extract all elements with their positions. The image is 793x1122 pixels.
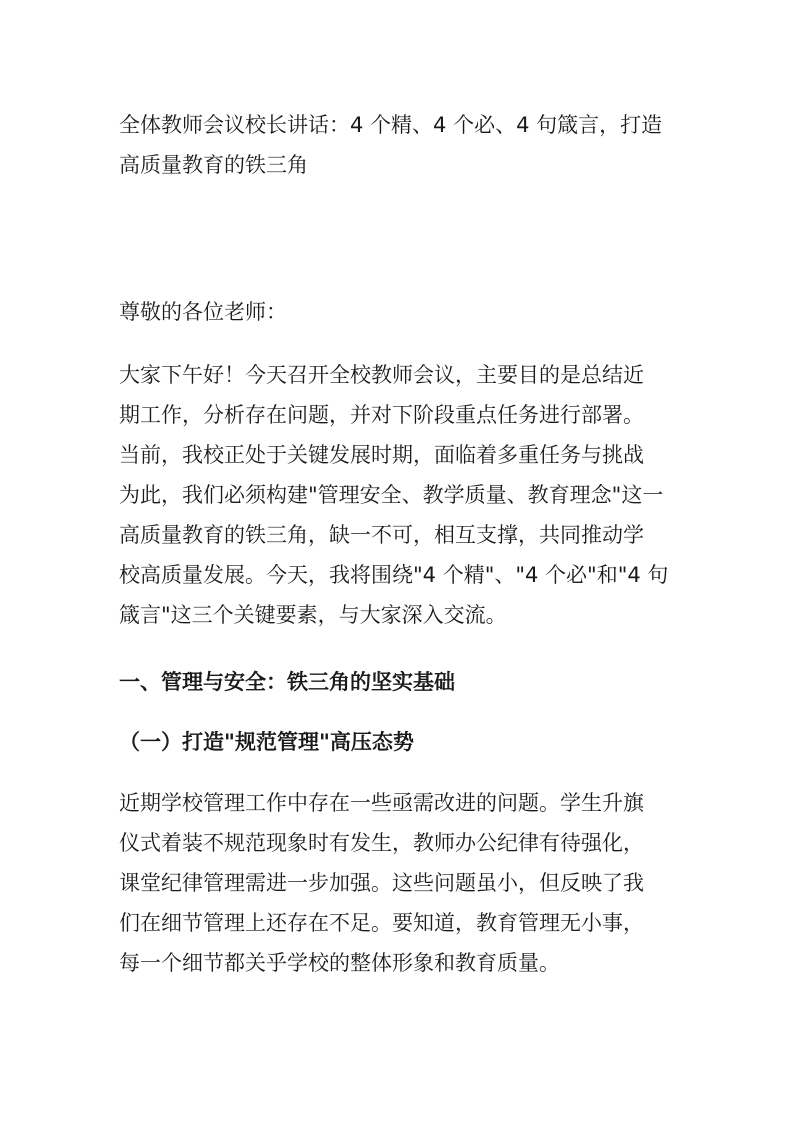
- subsection-heading-text: （一）打造"规范管理"高压态势: [119, 730, 414, 754]
- paragraph-line: 为此，我们必须构建"管理安全、教学质量、教育理念"这一: [119, 483, 664, 507]
- paragraph-line: 当前，我校正处于关键发展时期，面临着多重任务与挑战: [119, 443, 644, 467]
- section-heading-text: 一、管理与安全：铁三角的坚实基础: [119, 670, 455, 694]
- paragraph-line: 们在细节管理上还存在不足。要知道，教育管理无小事，: [119, 911, 644, 935]
- subsection-heading: [119, 722, 679, 762]
- intro-paragraph: [119, 355, 679, 635]
- section-heading: [119, 662, 679, 702]
- greeting-text: 尊敬的各位老师：: [119, 300, 287, 324]
- paragraph-line: 箴言"这三个关键要素，与大家深入交流。: [119, 603, 507, 627]
- paragraph-line: 每一个细节都关乎学校的整体形象和教育质量。: [119, 951, 560, 975]
- paragraph-line: 课堂纪律管理需进一步加强。这些问题虽小，但反映了我: [119, 871, 644, 895]
- greeting: [119, 292, 679, 332]
- body-paragraph: [119, 783, 679, 983]
- paragraph-line: 期工作，分析存在问题，并对下阶段重点任务进行部署。: [119, 403, 644, 427]
- paragraph-line: 高质量教育的铁三角，缺一不可，相互支撑，共同推动学: [119, 523, 644, 547]
- paragraph-line: 校高质量发展。今天，我将围绕"4 个精"、"4 个必"和"4 句: [119, 563, 669, 587]
- title-line: 全体教师会议校长讲话：4 个精、4 个必、4 句箴言，打造: [119, 113, 663, 137]
- document-title: [119, 105, 679, 185]
- paragraph-line: 大家下午好！今天召开全校教师会议，主要目的是总结近: [119, 363, 644, 387]
- paragraph-line: 仪式着装不规范现象时有发生，教师办公纪律有待强化，: [119, 831, 644, 855]
- title-line: 高质量教育的铁三角: [119, 153, 308, 177]
- paragraph-line: 近期学校管理工作中存在一些亟需改进的问题。学生升旗: [119, 791, 644, 815]
